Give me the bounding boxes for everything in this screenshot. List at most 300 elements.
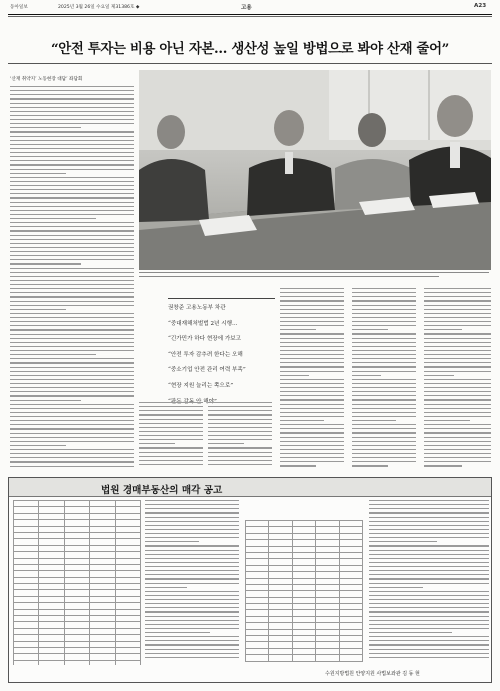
text-line <box>424 387 491 388</box>
text-line <box>145 603 239 604</box>
text-line <box>139 410 203 411</box>
text-line <box>10 193 134 194</box>
text-line <box>139 456 203 457</box>
text-line <box>139 464 203 465</box>
article-column-4 <box>280 288 344 472</box>
text-line <box>10 206 134 207</box>
text-line <box>280 338 344 339</box>
text-line <box>369 521 489 522</box>
auction-table-cell <box>39 660 64 665</box>
text-line <box>208 443 244 444</box>
text-line <box>424 354 491 355</box>
article-column-3 <box>208 402 272 472</box>
text-line <box>424 395 491 396</box>
text-line <box>424 383 491 384</box>
text-line <box>352 420 396 421</box>
text-line <box>352 292 416 293</box>
text-line <box>10 457 134 458</box>
text-line <box>145 628 239 629</box>
text-line <box>424 329 462 330</box>
text-line <box>10 136 134 137</box>
text-line <box>10 424 134 425</box>
text-line <box>139 427 203 428</box>
masthead-rule-thin <box>8 16 492 17</box>
text-line <box>145 583 239 584</box>
text-line <box>280 412 344 413</box>
text-line <box>352 321 416 322</box>
text-line <box>10 272 134 273</box>
auction-notice-header <box>9 478 491 497</box>
text-line <box>10 111 134 112</box>
text-line <box>280 416 344 417</box>
text-line <box>424 305 491 306</box>
text-line <box>369 616 489 617</box>
text-line <box>145 545 239 546</box>
text-line <box>139 414 203 415</box>
text-line <box>352 432 416 433</box>
date-line: 2025년 3월 26일 수요일 제31386호 ◆ <box>58 5 140 10</box>
text-line <box>352 445 416 446</box>
text-line <box>10 255 134 256</box>
text-line <box>10 334 134 335</box>
text-line <box>10 152 134 153</box>
text-line <box>424 432 491 433</box>
text-line <box>280 288 344 289</box>
text-line <box>139 439 203 440</box>
text-line <box>10 263 81 264</box>
text-line <box>139 431 203 432</box>
text-line <box>139 435 203 436</box>
auction-table-right <box>245 520 363 662</box>
text-line <box>280 445 344 446</box>
text-line <box>352 325 416 326</box>
text-line <box>10 441 134 442</box>
text-line <box>369 649 489 650</box>
text-line <box>208 464 272 465</box>
text-line <box>10 169 134 170</box>
headline: “안전 투자는 비용 아닌 자본… 생산성 높일 방법으로 봐야 산재 줄어” <box>50 41 450 57</box>
text-line <box>424 391 491 392</box>
text-line <box>352 350 416 351</box>
text-line <box>280 453 344 454</box>
text-line <box>10 144 134 145</box>
text-line <box>352 399 416 400</box>
text-line <box>10 461 134 462</box>
text-line <box>369 620 489 621</box>
text-line <box>424 296 491 297</box>
auction-notice-issuer: 수원지방법원 안양지원 사법보좌관 김 동 현 <box>325 671 420 677</box>
pull-quote-line: “중소기업 안전 관리 여력 부족” <box>168 367 246 374</box>
masthead <box>0 0 500 14</box>
text-line <box>280 358 344 359</box>
text-line <box>145 525 239 526</box>
text-line <box>145 574 239 575</box>
text-line <box>424 412 491 413</box>
text-line <box>352 461 416 462</box>
text-line <box>280 333 344 334</box>
text-line <box>369 603 489 604</box>
text-line <box>280 404 344 405</box>
text-line <box>352 354 416 355</box>
text-line <box>369 541 437 542</box>
text-line <box>139 452 203 453</box>
text-line <box>352 424 416 425</box>
text-line <box>10 445 66 446</box>
text-line <box>352 375 381 376</box>
text-line <box>10 375 134 376</box>
text-line <box>352 288 416 289</box>
text-line <box>208 435 272 436</box>
text-line <box>352 408 416 409</box>
text-line <box>208 447 272 448</box>
text-line <box>369 624 489 625</box>
text-line <box>145 558 239 559</box>
text-line <box>10 387 134 388</box>
text-line <box>369 512 489 513</box>
text-line <box>280 329 316 330</box>
text-line <box>424 445 491 446</box>
text-line <box>280 321 344 322</box>
auction-notice <box>8 477 492 683</box>
text-line <box>208 402 272 403</box>
text-line <box>145 632 210 633</box>
text-line <box>145 512 239 513</box>
text-line <box>424 313 491 314</box>
text-line <box>145 504 239 505</box>
text-line <box>280 383 344 384</box>
text-line <box>280 432 344 433</box>
text-line <box>10 181 134 182</box>
text-line <box>424 404 491 405</box>
headline-rule <box>8 63 492 64</box>
text-line <box>352 404 416 405</box>
text-line <box>424 350 491 351</box>
text-line <box>424 416 491 417</box>
text-line <box>10 317 134 318</box>
text-line <box>10 94 134 95</box>
text-line <box>10 329 134 330</box>
text-line <box>369 574 489 575</box>
text-line <box>10 395 134 396</box>
text-line <box>369 550 489 551</box>
text-line <box>352 412 416 413</box>
text-line <box>424 300 491 301</box>
article-column-2 <box>139 402 203 472</box>
text-line <box>139 460 203 461</box>
text-line <box>280 305 344 306</box>
text-line <box>280 309 344 310</box>
text-line <box>10 189 134 190</box>
text-line <box>208 460 272 461</box>
pull-quote-line: “중대재해처벌법 2년 시행… <box>168 320 238 327</box>
text-line <box>369 525 489 526</box>
text-line <box>10 98 134 99</box>
text-line <box>10 148 134 149</box>
sidebar-heading: ‘산재 취약지’ 노동현장 대담’ 좌담회 <box>10 77 83 82</box>
text-line <box>10 239 134 240</box>
text-line <box>280 461 344 462</box>
text-line <box>10 292 134 293</box>
text-line <box>145 607 239 608</box>
text-line <box>280 325 344 326</box>
text-line <box>424 358 491 359</box>
text-line <box>145 591 239 592</box>
text-line <box>424 346 491 347</box>
text-line <box>352 317 416 318</box>
text-line <box>10 350 134 351</box>
text-line <box>280 408 344 409</box>
text-line <box>10 354 96 355</box>
text-line <box>424 333 491 334</box>
text-line <box>280 457 344 458</box>
text-line <box>369 570 489 571</box>
text-line <box>424 371 491 372</box>
text-line <box>280 441 344 442</box>
text-line <box>424 317 491 318</box>
text-line <box>10 449 134 450</box>
text-line <box>145 653 239 654</box>
text-line <box>352 437 416 438</box>
text-line <box>352 441 416 442</box>
text-line <box>352 338 416 339</box>
text-line <box>280 354 344 355</box>
text-line <box>208 414 272 415</box>
text-line <box>424 288 491 289</box>
text-line <box>280 300 344 301</box>
text-line <box>10 313 134 314</box>
article-column-5 <box>352 288 416 472</box>
text-line <box>352 383 416 384</box>
text-line <box>10 321 134 322</box>
text-line <box>10 177 134 178</box>
text-line <box>10 164 134 165</box>
text-line <box>280 366 344 367</box>
text-line <box>369 537 489 538</box>
text-line <box>424 338 491 339</box>
text-line <box>145 554 239 555</box>
text-line <box>10 284 134 285</box>
text-line <box>10 156 134 157</box>
text-line <box>10 214 134 215</box>
text-line <box>10 412 134 413</box>
text-line <box>369 591 489 592</box>
auction-table-left <box>13 500 141 665</box>
text-line <box>145 644 239 645</box>
text-line <box>10 119 134 120</box>
text-line <box>10 103 134 104</box>
text-line <box>369 562 489 563</box>
text-line <box>10 358 134 359</box>
text-line <box>280 437 344 438</box>
text-line <box>10 247 134 248</box>
text-line <box>424 292 491 293</box>
text-line <box>10 131 134 132</box>
text-line <box>10 276 134 277</box>
pull-quote-line: “현장 지원 늘리는 쪽으로” <box>168 382 234 389</box>
section-name: 고용 <box>241 5 252 11</box>
text-line <box>352 465 388 466</box>
text-line <box>145 562 239 563</box>
text-line <box>10 301 134 302</box>
text-line <box>280 424 344 425</box>
text-line <box>139 423 203 424</box>
text-line <box>10 86 134 87</box>
text-line <box>139 443 175 444</box>
roundtable-photo <box>139 70 491 270</box>
text-line <box>145 657 239 658</box>
text-line <box>280 317 344 318</box>
text-line <box>145 541 199 542</box>
auction-table-cell <box>292 655 315 661</box>
text-line <box>352 366 416 367</box>
text-line <box>369 607 489 608</box>
text-line <box>369 595 489 596</box>
text-line <box>352 371 416 372</box>
text-line <box>10 218 96 219</box>
text-line <box>352 395 416 396</box>
text-line <box>145 533 239 534</box>
text-line <box>208 406 272 407</box>
text-line <box>352 453 416 454</box>
text-line <box>10 197 134 198</box>
text-line <box>352 416 416 417</box>
text-line <box>280 395 344 396</box>
text-line <box>145 624 239 625</box>
text-line <box>352 428 416 429</box>
text-line <box>10 466 134 467</box>
auction-table-cell <box>64 660 89 665</box>
text-line <box>424 457 491 458</box>
text-line <box>352 329 388 330</box>
text-line <box>10 383 134 384</box>
pull-quote <box>168 298 275 410</box>
text-line <box>10 185 134 186</box>
text-line <box>145 500 239 501</box>
text-line <box>145 517 239 518</box>
text-line <box>10 243 134 244</box>
auction-notice-body <box>13 500 489 665</box>
text-line <box>352 362 416 363</box>
text-line <box>352 309 416 310</box>
text-line <box>10 259 134 260</box>
text-line <box>10 367 134 368</box>
photo-illustration <box>139 70 491 270</box>
text-line <box>145 599 239 600</box>
text-line <box>280 420 324 421</box>
text-line <box>208 452 272 453</box>
text-line <box>369 554 489 555</box>
text-line <box>145 570 239 571</box>
text-line <box>424 437 491 438</box>
text-line <box>352 333 416 334</box>
text-line <box>369 644 489 645</box>
text-line <box>369 545 489 546</box>
text-line <box>145 640 239 641</box>
text-line <box>352 387 416 388</box>
text-line <box>424 366 491 367</box>
text-line <box>369 628 489 629</box>
text-line <box>208 410 272 411</box>
text-line <box>10 342 134 343</box>
text-line <box>369 611 489 612</box>
text-line <box>10 346 134 347</box>
text-line <box>10 173 66 174</box>
text-line <box>280 465 316 466</box>
text-line <box>369 599 489 600</box>
text-line <box>145 578 239 579</box>
masthead-rule <box>8 14 492 15</box>
auction-table-cell <box>316 655 339 661</box>
text-line <box>424 428 491 429</box>
text-line <box>280 292 344 293</box>
text-line <box>10 325 134 326</box>
text-line <box>208 423 272 424</box>
text-line <box>10 280 134 281</box>
text-line <box>139 406 203 407</box>
text-line <box>10 296 134 297</box>
text-line <box>145 636 239 637</box>
text-line <box>369 653 489 654</box>
text-line <box>280 350 344 351</box>
text-line <box>424 441 491 442</box>
text-line <box>145 595 239 596</box>
text-line <box>424 309 491 310</box>
text-line <box>145 550 239 551</box>
text-line <box>10 362 134 363</box>
text-line <box>10 371 134 372</box>
text-line <box>208 456 272 457</box>
text-line <box>208 431 272 432</box>
text-line <box>369 517 489 518</box>
text-line <box>424 449 491 450</box>
pull-quote-line: “안전 투자 감추려 한다는 오해 <box>168 351 243 358</box>
text-line <box>10 453 134 454</box>
photo-caption <box>139 272 491 284</box>
text-line <box>369 583 489 584</box>
text-line <box>424 461 491 462</box>
text-line <box>10 268 134 269</box>
text-line <box>280 399 344 400</box>
text-line <box>424 453 491 454</box>
text-line <box>369 508 489 509</box>
text-line <box>369 657 489 658</box>
text-line <box>424 375 454 376</box>
text-line <box>424 342 491 343</box>
text-line <box>10 338 134 339</box>
text-line <box>10 230 134 231</box>
auction-table-cell <box>115 660 140 665</box>
text-line <box>145 521 239 522</box>
text-line <box>352 346 416 347</box>
text-line <box>10 391 134 392</box>
text-line <box>280 391 344 392</box>
text-line <box>424 399 491 400</box>
auction-notice-title: 법원 경매부동산의 매각 공고 <box>101 485 223 496</box>
text-line <box>280 379 344 380</box>
text-line <box>10 90 134 91</box>
text-line <box>369 558 489 559</box>
text-line <box>280 313 344 314</box>
text-line <box>10 404 134 405</box>
text-line <box>369 636 489 637</box>
text-line <box>10 428 134 429</box>
text-line <box>139 419 203 420</box>
text-line <box>352 300 416 301</box>
text-line <box>145 529 239 530</box>
text-line <box>10 288 134 289</box>
text-line <box>424 362 491 363</box>
text-line <box>208 439 272 440</box>
